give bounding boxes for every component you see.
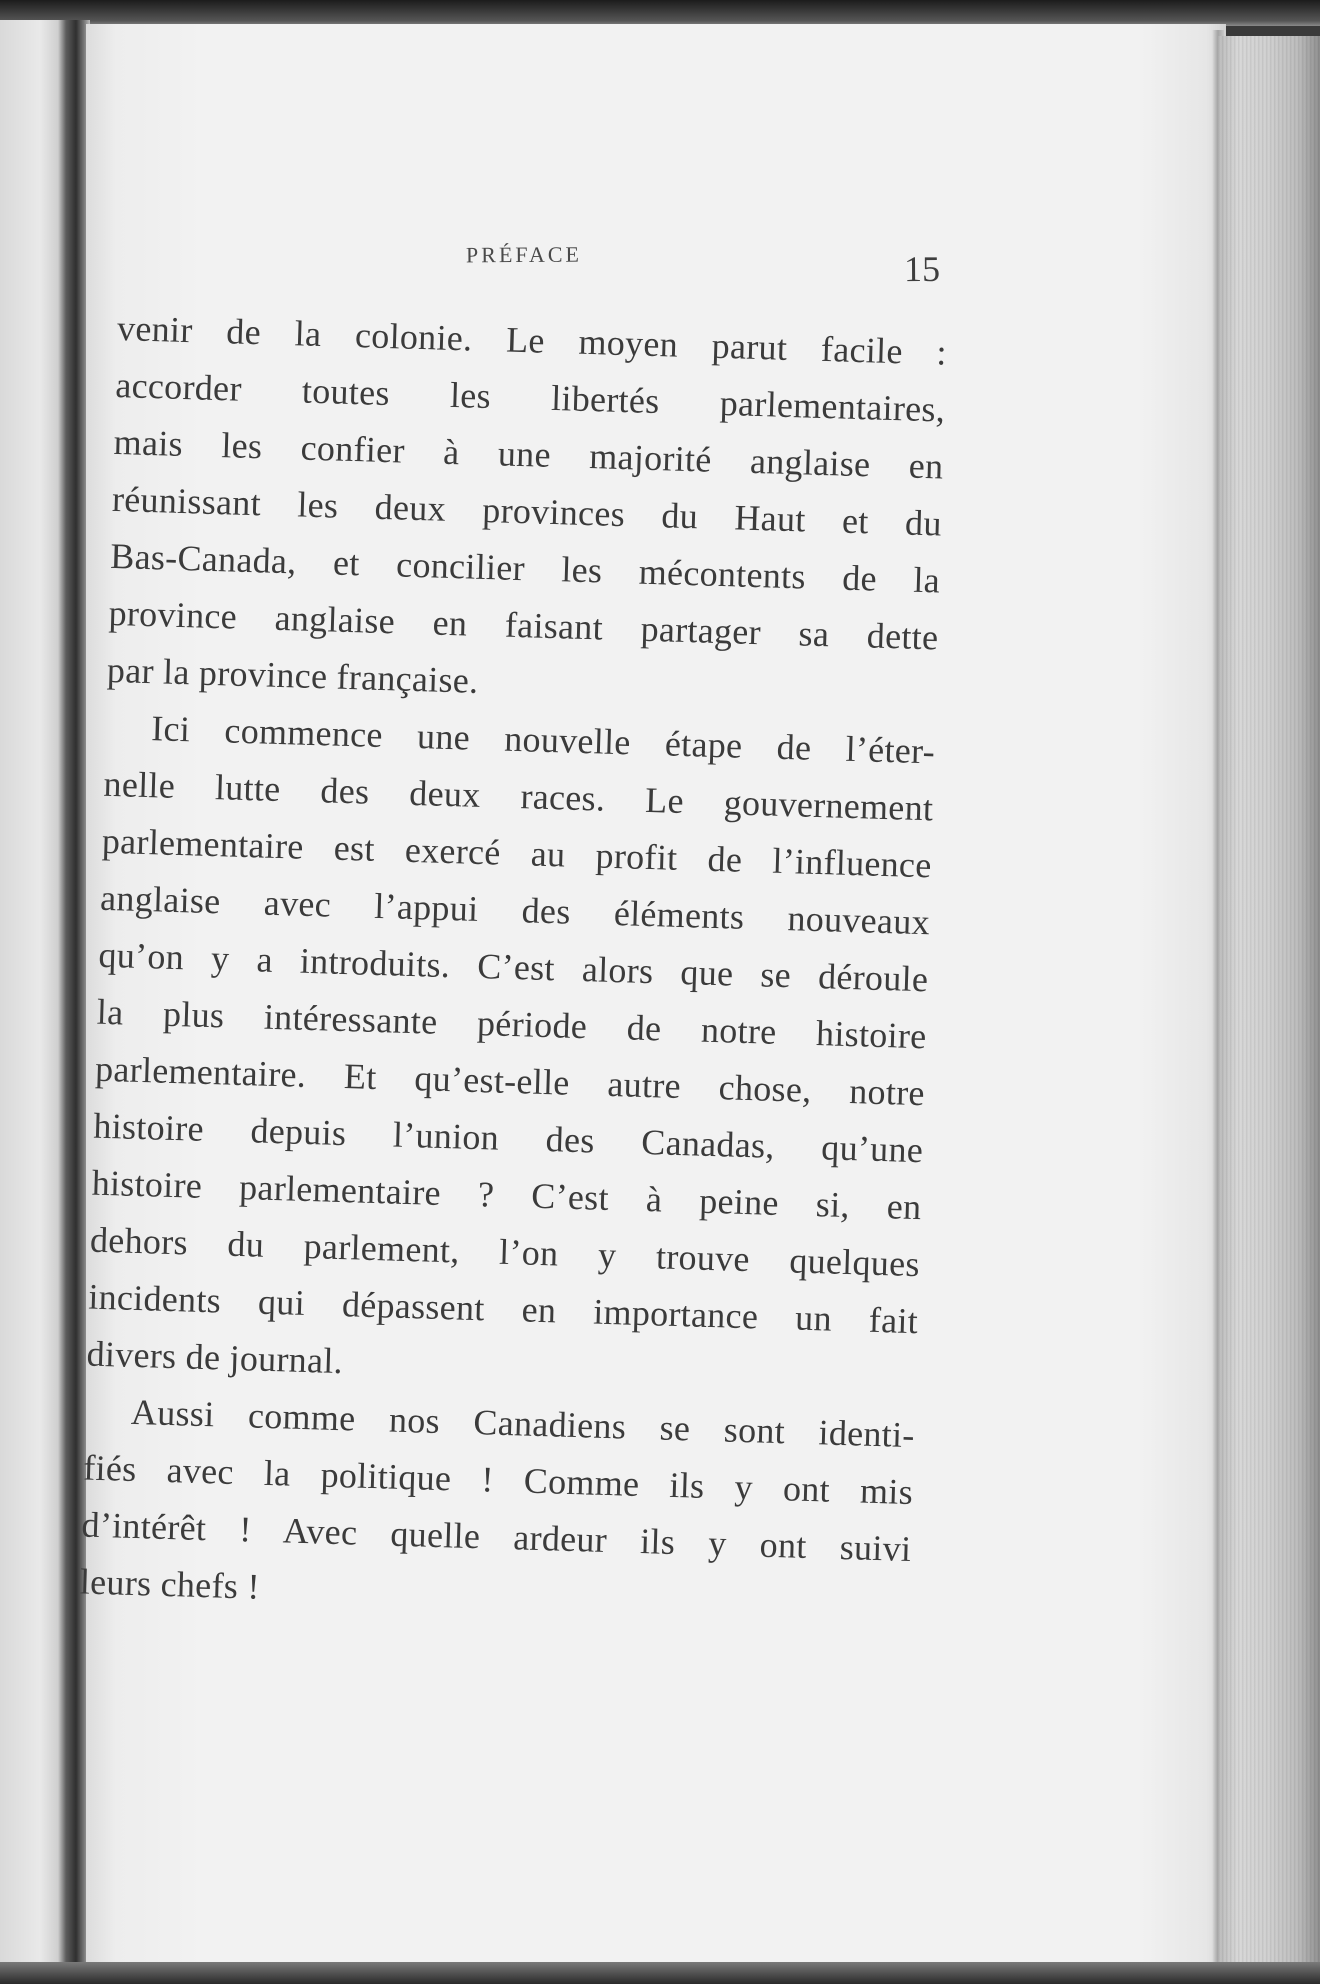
paragraph-3 — [79, 1383, 915, 1636]
text-line: Aussi comme nos Canadiens se sont identi- — [130, 1391, 916, 1456]
text-line: parlementaire est exercé au profit de l’influence — [101, 820, 933, 886]
text-line: Ici commence une nouvelle étape de l’éter- — [150, 708, 936, 772]
paragraph-1 — [106, 300, 947, 723]
paragraph-2 — [86, 699, 936, 1407]
text-line: province anglaise en faisant partager sa dette — [108, 592, 939, 658]
text-line: accorder toutes les libertés parlementaires, — [114, 364, 946, 430]
text-line: venir de la colonie. Le moyen parut facile : — [116, 307, 948, 373]
page-number: 15 — [903, 248, 941, 290]
text-line: divers de journal. — [86, 1333, 344, 1382]
book-fore-edge — [1218, 36, 1320, 1962]
scan-border-bottom — [0, 1962, 1320, 1984]
text-line: nelle lutte des deux races. Le gouvernement — [103, 763, 934, 829]
text-line: Bas-Canada, et concilier les mécontents de la — [109, 535, 941, 601]
running-head: PRÉFACE — [465, 241, 583, 268]
facing-page-edge — [0, 20, 90, 1965]
text-line: la plus intéressante période de notre histoire — [96, 991, 928, 1057]
text-line: histoire depuis l’union des Canadas, qu’une — [92, 1105, 924, 1171]
text-line: anglaise avec l’appui des éléments nouveaux — [99, 877, 931, 943]
text-line: histoire parlementaire ? C’est à peine si, en — [91, 1162, 923, 1228]
scan-border-top — [0, 0, 1320, 26]
text-line: dehors du parlement, l’on y trouve quelques — [89, 1219, 921, 1285]
text-line: leurs chefs ! — [79, 1561, 261, 1607]
text-line: fiés avec la politique ! Comme ils y ont mis — [82, 1447, 914, 1513]
text-line: incidents qui dépassent en importance un fait — [87, 1276, 919, 1342]
text-line: parlementaire. Et qu’est-elle autre chose, notre — [94, 1048, 926, 1114]
body-text — [79, 300, 948, 1635]
text-line: réunissant les deux provinces du Haut et du — [111, 478, 943, 544]
text-line: qu’on y a introduits. C’est alors que se déroule — [97, 934, 929, 1000]
text-line: d’intérêt ! Avec quelle ardeur ils y ont suivi — [81, 1504, 912, 1570]
text-line: par la province française. — [106, 649, 480, 701]
text-line: mais les confier à une majorité anglaise en — [113, 421, 945, 487]
